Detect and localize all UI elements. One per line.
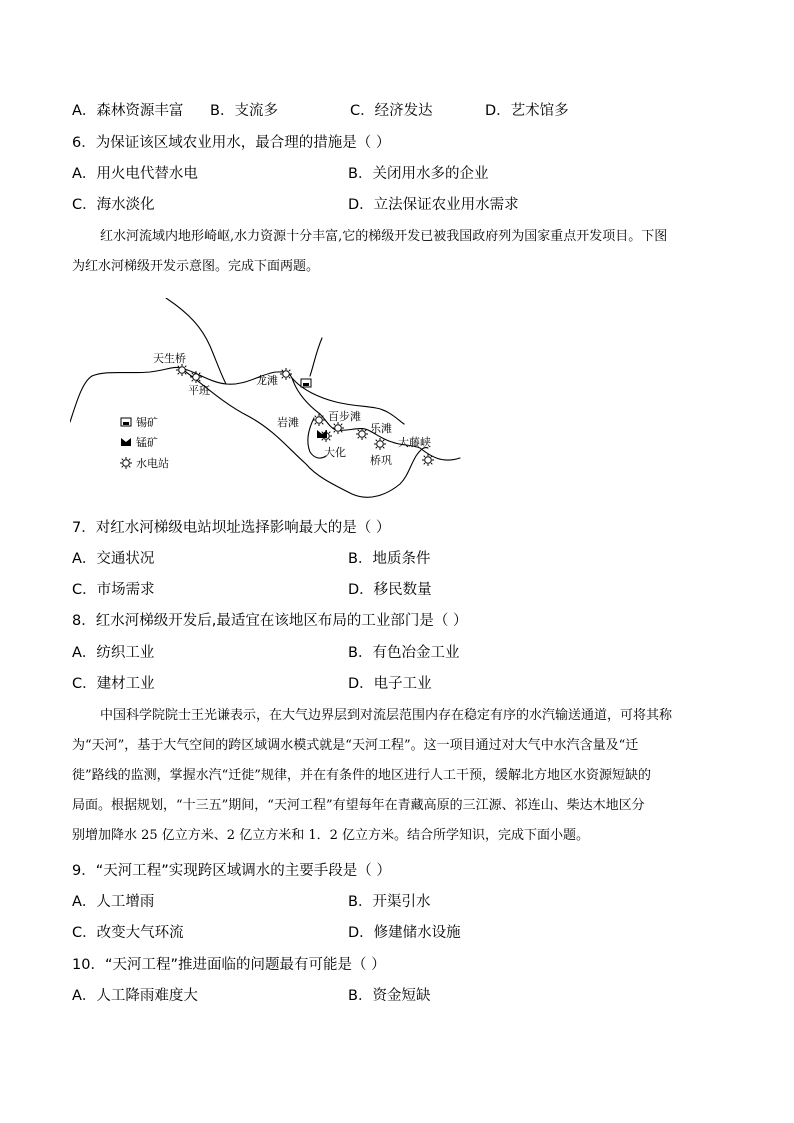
q8-stem: 8．红水河梯级开发后,最适宜在该地区布局的工业部门是（ ） <box>72 613 468 629</box>
q8-option-d: D．电子工业 <box>348 676 432 692</box>
river-tributary <box>310 338 322 376</box>
q7-option-d: D．移民数量 <box>348 582 432 598</box>
q6-stem: 6．为保证该区域农业用水，最合理的措施是（ ） <box>72 135 391 151</box>
passage2-line: 别增加降水 25 亿立方米、2 亿立方米和 1．2 亿立方米。结合所学知识，完成下面小题。 <box>72 828 590 843</box>
q6-option-a: A．用火电代替水电 <box>72 166 198 182</box>
passage1-line: 红水河流域内地形崎岖,水力资源十分丰富,它的梯级开发已被我国政府列为国家重点开发项目。下图 <box>100 229 668 244</box>
q10-stem: 10．“天河工程”推进面临的问题最有可能是（ ） <box>72 957 386 973</box>
legend-tin-icon <box>121 418 131 426</box>
station-tianshengqiao <box>176 364 188 376</box>
station-letan <box>356 428 368 440</box>
legend-manganese-icon <box>121 438 131 446</box>
q9-option-c: C．改变大气环流 <box>72 925 184 941</box>
q9-option-d: D．修建储水设施 <box>348 925 461 941</box>
station-yantan <box>313 414 325 426</box>
station-baibutan <box>332 422 344 434</box>
map-legend <box>120 415 169 470</box>
passage2-line: 局面。根据规划，“十三五”期间，“天河工程”有望每年在青藏高原的三江源、祁连山、柴达木地区分 <box>72 798 645 813</box>
hongshui-river-map <box>70 298 470 508</box>
q6-option-b: B．关闭用水多的企业 <box>348 166 489 182</box>
passage-tianhe-project <box>72 701 722 851</box>
label-datengxia: 大藤峡 <box>398 436 431 449</box>
manganese-mine-icon <box>317 430 327 438</box>
legend-tin-label: 锡矿 <box>136 416 158 429</box>
legend-station-icon <box>120 457 132 469</box>
label-longtan: 龙滩 <box>256 374 278 387</box>
station-datengxia <box>422 454 434 466</box>
label-tianshengqiao: 天生桥 <box>153 352 186 365</box>
station-qiaogong <box>374 438 386 450</box>
q9-option-b: B．开渠引水 <box>348 894 431 910</box>
label-pingban: 平班 <box>188 384 210 397</box>
q9-stem: 9．“天河工程”实现跨区域调水的主要手段是（ ） <box>72 863 391 879</box>
q8-option-a: A．纺织工业 <box>72 645 155 661</box>
q8-option-c: C．建材工业 <box>72 676 155 692</box>
q5-option-a: A．森林资源丰富 <box>72 103 184 119</box>
legend-manganese-label: 锰矿 <box>136 436 158 449</box>
label-baibutan: 百步滩 <box>328 410 361 423</box>
label-letan: 乐滩 <box>370 422 392 435</box>
tin-mine-icon <box>301 379 311 387</box>
q10-option-a: A．人工降雨难度大 <box>72 988 198 1004</box>
station-pingban <box>190 371 202 383</box>
passage1-line: 为红水河梯级开发示意图。完成下面两题。 <box>72 259 320 274</box>
passage-hongshui-river <box>72 222 722 282</box>
label-yantan: 岩滩 <box>277 416 299 429</box>
passage2-line: 徙”路线的监测，掌握水汽“迁徙”规律，并在有条件的地区进行人工干预，缓解北方地区水资源短缺的 <box>72 768 651 783</box>
station-longtan <box>280 368 292 380</box>
q8-option-b: B．有色冶金工业 <box>348 645 460 661</box>
q10-option-b: B．资金短缺 <box>348 988 431 1004</box>
passage2-line: 中国科学院院士王光谦表示，在大气边界层到对流层范围内存在稳定有序的水汽输送通道，可将其称 <box>100 708 673 723</box>
label-dahua: 大化 <box>324 446 346 459</box>
q5-option-c: C．经济发达 <box>350 103 433 119</box>
q7-option-c: C．市场需求 <box>72 582 155 598</box>
legend-station-label: 水电站 <box>136 457 169 470</box>
q9-option-a: A．人工增雨 <box>72 894 155 910</box>
q5-option-d: D．艺术馆多 <box>485 103 569 119</box>
q5-option-b: B．支流多 <box>210 103 278 119</box>
q7-stem: 7．对红水河梯级电站坝址选择影响最大的是（ ） <box>72 520 391 536</box>
q7-option-b: B．地质条件 <box>348 551 431 567</box>
label-qiaogong: 桥巩 <box>370 454 392 467</box>
q6-option-c: C．海水淡化 <box>72 197 155 213</box>
q6-option-d: D．立法保证农业用水需求 <box>348 197 519 213</box>
passage2-line: 为“天河”，基于大气空间的跨区域调水模式就是“天河工程”。这一项目通过对大气中水汽含量及“迁 <box>72 738 639 753</box>
q7-option-a: A．交通状况 <box>72 551 155 567</box>
